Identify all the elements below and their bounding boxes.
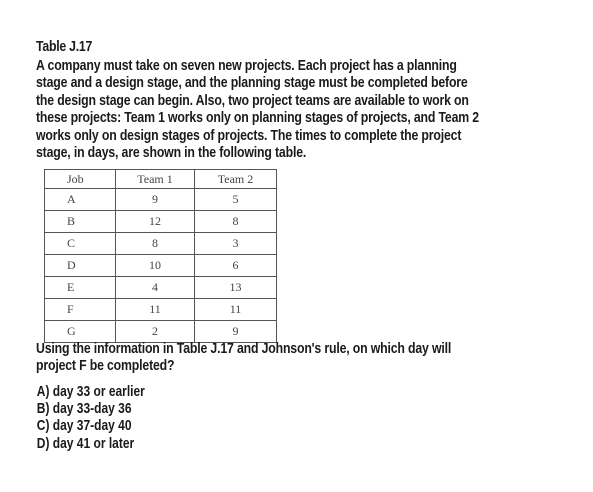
team-2-time-cell: 5 xyxy=(195,189,277,211)
column-header-team-2: Team 2 xyxy=(195,170,277,189)
table-row xyxy=(45,189,277,211)
column-header-team-1: Team 1 xyxy=(116,170,195,189)
problem-line: these projects: Team 1 works only on planning stages of projects, and Team 2 xyxy=(36,109,479,127)
answer-options xyxy=(36,383,145,452)
problem-statement xyxy=(36,57,557,161)
team-2-time-cell: 6 xyxy=(195,255,277,277)
team-1-time-cell: 4 xyxy=(116,277,195,299)
job-cell: A xyxy=(45,189,116,211)
question-text xyxy=(36,340,557,375)
question-line: project F be completed? xyxy=(36,357,175,375)
table-row xyxy=(45,277,277,299)
table-row xyxy=(45,233,277,255)
team-2-time-cell: 3 xyxy=(195,233,277,255)
table-reference-heading: Table J.17 xyxy=(36,38,93,55)
job-cell: F xyxy=(45,299,116,321)
answer-option-a[interactable]: A) day 33 or earlier xyxy=(36,383,145,400)
column-header-job: Job xyxy=(45,170,116,189)
answer-option-d[interactable]: D) day 41 or later xyxy=(36,434,135,452)
team-2-time-cell: 11 xyxy=(195,299,277,321)
job-cell: B xyxy=(45,211,116,233)
job-cell: C xyxy=(45,233,116,255)
problem-line: stage, in days, are shown in the following table. xyxy=(36,144,307,162)
job-times-table xyxy=(44,169,277,343)
table-row xyxy=(45,299,277,321)
team-2-time-cell: 9 xyxy=(195,321,277,343)
job-cell: D xyxy=(45,255,116,277)
team-2-time-cell: 8 xyxy=(195,211,277,233)
job-cell: G xyxy=(45,321,116,343)
table-header-row xyxy=(45,170,277,189)
team-1-time-cell: 12 xyxy=(116,211,195,233)
table-row xyxy=(45,255,277,277)
team-2-time-cell: 13 xyxy=(195,277,277,299)
team-1-time-cell: 11 xyxy=(116,299,195,321)
problem-line: the design stage can begin. Also, two project teams are available to work on xyxy=(36,91,469,109)
team-1-time-cell: 9 xyxy=(116,189,195,211)
problem-line: A company must take on seven new projects. Each project has a planning xyxy=(36,57,457,74)
team-1-time-cell: 10 xyxy=(116,255,195,277)
problem-line: works only on design stages of projects. The times to complete the project xyxy=(36,126,462,144)
team-1-time-cell: 8 xyxy=(116,233,195,255)
question-line: Using the information in Table J.17 and Johnson's rule, on which day will xyxy=(36,340,452,357)
table-row xyxy=(45,211,277,233)
answer-option-c[interactable]: C) day 37-day 40 xyxy=(36,417,132,435)
answer-option-b[interactable]: B) day 33-day 36 xyxy=(36,400,132,418)
problem-line: stage and a design stage, and the planning stage must be completed before xyxy=(36,74,468,92)
team-1-time-cell: 2 xyxy=(116,321,195,343)
job-cell: E xyxy=(45,277,116,299)
